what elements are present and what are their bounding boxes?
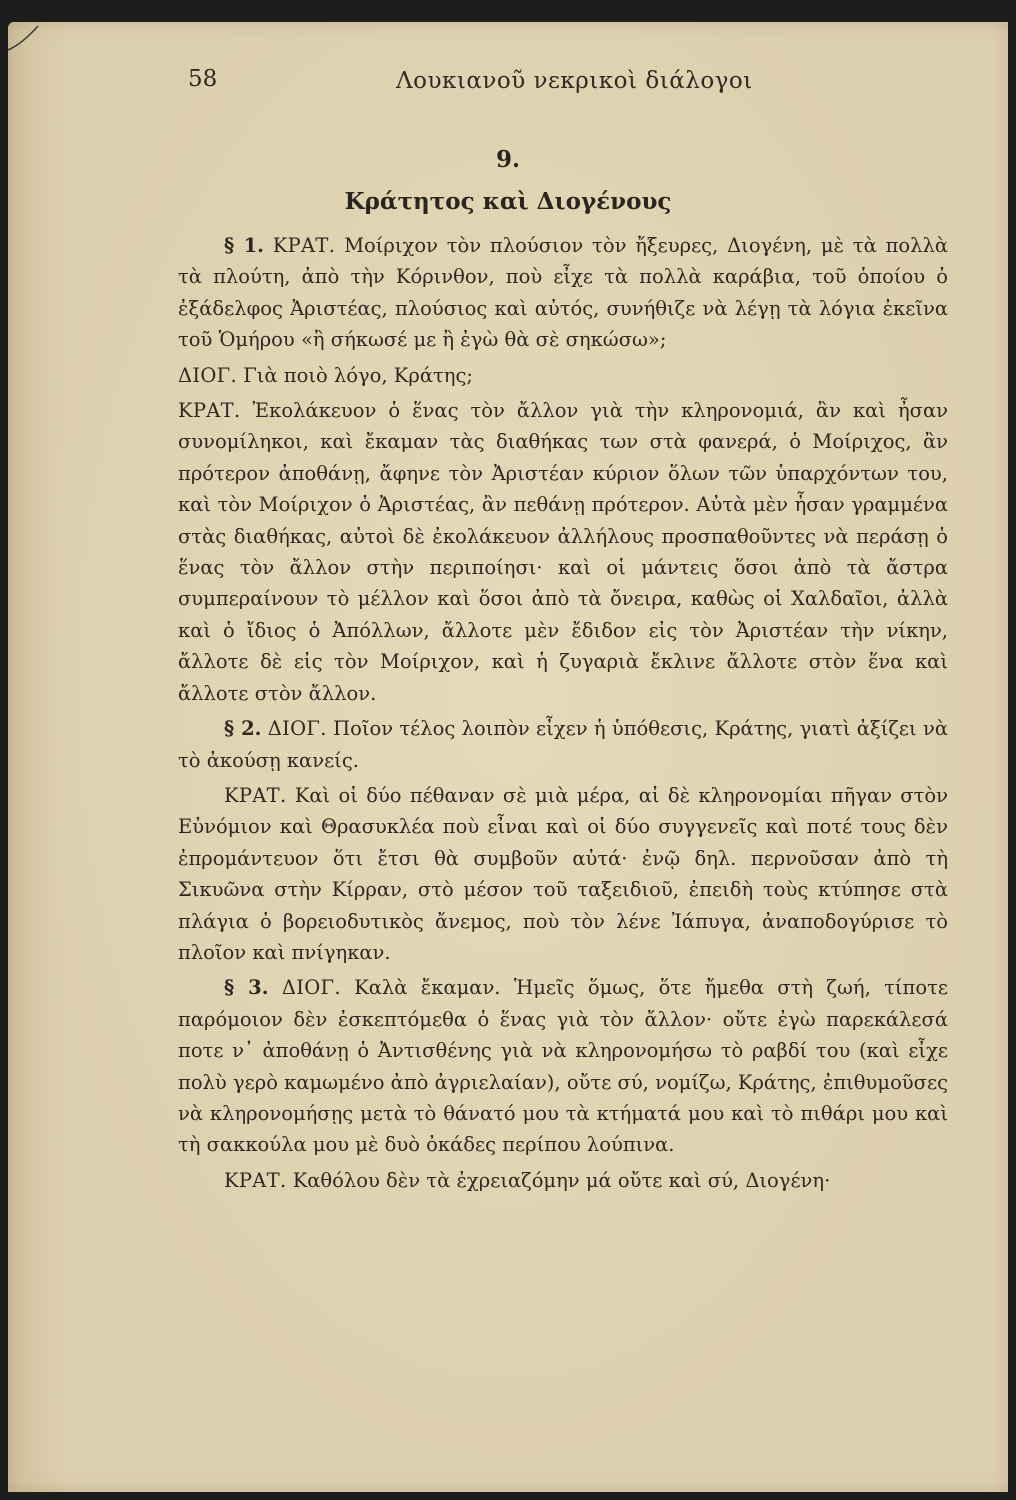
paragraph-text: Γιὰ ποιὸ λόγο, Κράτης; bbox=[243, 363, 473, 387]
paragraph bbox=[178, 360, 948, 391]
paragraph-text: Ποῖον τέλος λοιπὸν εἶχεν ἡ ὑπόθεσις, Κράτης, γιατὶ ἀξίζει νὰ τὸ ἀκούσῃ κανείς. bbox=[178, 717, 948, 772]
book-title: Λουκιανοῦ νεκρικοὶ διάλογοι bbox=[396, 68, 753, 94]
paragraph bbox=[178, 395, 948, 709]
paragraph-text: Καλὰ ἔκαμαν. Ἡμεῖς ὅμως, ὅτε ἤμεθα στὴ ζωή, τίποτε παρόμοιον δὲν ἐσκεπτόμεθα ὁ ἕνας γιὰ τὸν ἄλλον· οὔτε ἐγὼ παρεκάλεσά ποτε ν᾿ ἀποθάνῃ ὁ Ἀντισθένης γιὰ νὰ κληρονομήσω τὸ ραβδί του (καὶ εἶχε πολὺ γερὸ καμωμένο ἀπὸ ἀγριελαίαν), οὔτε σύ, νομίζω, Κράτης, ἐπιθυμοῦσες νὰ κληρονομήσῃς μετὰ τὸ θάνατό μου τὰ κτήματά μου καὶ τὸ πιθάρι μου καὶ τὴ σακκούλα μου μὲ δυὸ ὀκάδες περίπου λούπινα. bbox=[178, 976, 948, 1157]
paragraph-text: Ἐκολάκευον ὁ ἕνας τὸν ἄλλον γιὰ τὴν κληρονομιά, ἂν καὶ ἦσαν συνομίληκοι, καὶ ἔκαμαν τὰς διαθήκας των στὰ φανερά, ὁ Μοίριχος, ἂν πρότερον ἀποθάνῃ, ἄφηνε τὸν Ἀριστέαν κύριον ὅλων τῶν ὑπαρχόντων του, καὶ τὸν Μοίριχον ὁ Ἀριστέας, ἂν πεθάνῃ πρότερον. Αὐτὰ μὲν ἦσαν γραμμένα στὰς διαθήκας, αὐτοὶ δὲ ἐκολάκευον ἀλλήλους προσπαθοῦντες νὰ περάσῃ ὁ ἕνας τὸν ἄλλον στὴν περιποίησι· καὶ οἱ μάντεις ὅσοι ἀπὸ τὰ ἄστρα συμπεραίνουν τὸ μέλλον καὶ ὅσοι ἀπὸ τὰ ὄνειρα, καθὼς οἱ Χαλδαῖοι, ἀλλὰ καὶ ὁ ἴδιος ὁ Ἀπόλλων, ἄλλοτε μὲν ἔδιδον εἰς τὸν Ἀριστέαν τὴν νίκην, ἄλλοτε δὲ εἰς τὸν Μοίριχον, καὶ ἡ ζυγαριὰ ἔκλινε ἄλλοτε στὸν ἕνα καὶ ἄλλοτε στὸν ἄλλον. bbox=[178, 399, 948, 705]
speaker-label: ΚΡΑΤ. bbox=[224, 783, 287, 807]
section-marker: § 3. bbox=[224, 976, 269, 1000]
paragraph-text: Καὶ οἱ δύο πέθαναν σὲ μιὰ μέρα, αἱ δὲ κληρονομίαι πῆγαν στὸν Εὐνόμιον καὶ Θρασυκλέα ποὺ εἶναι καὶ οἱ δύο συγγενεῖς καὶ ποτέ τους δὲν ἐπρομάντευον ὅτι ἔτσι θὰ συμβοῦν αὐτά· ἐνῷ δηλ. περνοῦσαν ἀπὸ τὴ Σικυῶνα στὴν Κίρραν, στὸ μέσον τοῦ ταξειδιοῦ, ἐπειδὴ τοὺς κτύπησε στὰ πλάγια ὁ βορειοδυτικὸς ἄνεμος, ποὺ τὸν λένε Ἰάπυγα, ἀναποδογύρισε τὸ πλοῖον καὶ πνίγηκαν. bbox=[178, 783, 949, 964]
book-page bbox=[8, 22, 1008, 1492]
speaker-label: ΔΙΟΓ. bbox=[281, 976, 341, 1000]
running-head bbox=[8, 66, 1008, 102]
page-corner-mark bbox=[8, 22, 48, 62]
section-marker: § 1. bbox=[224, 234, 264, 257]
dialogue-title: Κράτητος καὶ Διογένους bbox=[344, 188, 672, 215]
speaker-label: ΔΙΟΓ. bbox=[267, 717, 327, 741]
paragraph-text: Καθόλου δὲν τὰ ἐχρειαζόμην μά οὔτε καὶ σύ, Διογένη· bbox=[292, 1168, 831, 1192]
page-number: 58 bbox=[188, 66, 218, 92]
paragraph bbox=[178, 972, 948, 1160]
paragraph bbox=[178, 230, 948, 356]
speaker-label: ΚΡΑΤ. bbox=[272, 234, 336, 257]
section-marker: § 2. bbox=[224, 717, 262, 741]
paragraph bbox=[178, 780, 948, 968]
speaker-label: ΚΡΑΤ. bbox=[224, 1168, 287, 1192]
paragraph-text: Μοίριχον τὸν πλούσιον τὸν ἤξευρες, Διογένη, μὲ τὰ πολλὰ τὰ πλούτη, ἀπὸ τὴν Κόρινθον, ποὺ εἶχε τὰ πολλὰ καράβια, τοῦ ὁποίου ὁ ἐξάδελφος Ἀριστέας, πλούσιος καὶ αὐτός, συνήθιζε νὰ λέγῃ τὰ λόγια ἐκεῖνα τοῦ Ὁμήρου «ἢ σήκωσέ με ἢ ἐγὼ θὰ σὲ σηκώσω»; bbox=[178, 234, 949, 352]
dialogue-text bbox=[178, 230, 948, 1196]
speaker-label: ΚΡΑΤ. bbox=[178, 399, 241, 423]
dialogue-number: 9. bbox=[495, 146, 520, 173]
paragraph bbox=[178, 1165, 948, 1196]
paragraph bbox=[178, 713, 948, 776]
speaker-label: ΔΙΟΓ. bbox=[178, 363, 238, 387]
